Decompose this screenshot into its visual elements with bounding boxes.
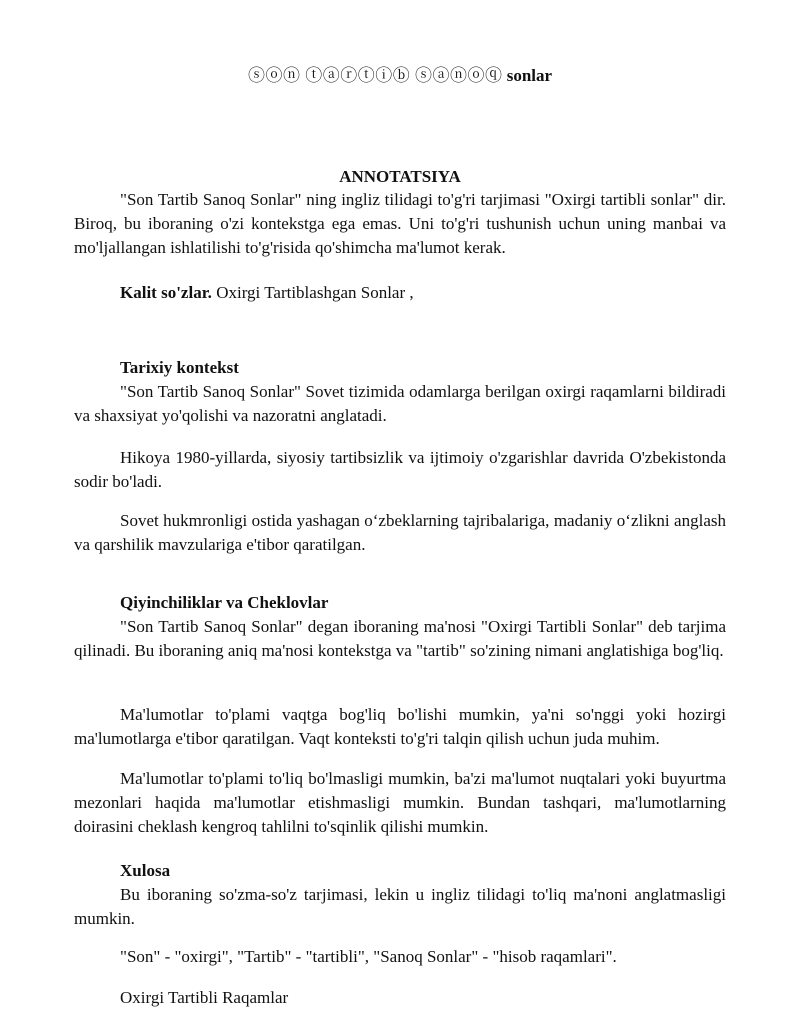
challenges-paragraph-3-block [74,767,726,839]
conclusion-paragraph-3: Oxirgi Tartibli Raqamlar [120,988,289,1007]
historical-paragraph-2: Hikoya 1980-yillarda, siyosiy tartibsizlik va ijtimoiy o'zgarishlar davrida O'zbekistonda sodir bo'ladi. [74,448,726,491]
historical-paragraph-3-block [74,509,726,557]
keywords-section [74,281,726,305]
challenges-heading: Qiyinchiliklar va Cheklovlar [120,593,329,612]
challenges-paragraph-2-block [74,703,726,751]
title-bold-text: sonlar [506,66,553,85]
conclusion-section [74,859,726,931]
conclusion-paragraph-2-block [74,945,726,969]
challenges-section [74,591,726,663]
document-title [0,66,800,86]
conclusion-paragraph-1: Bu iboraning so'zma-so'z tarjimasi, lekin u ingliz tilidagi to'liq ma'noni anglatmasligi mumkin. [74,885,726,928]
challenges-paragraph-3: Ma'lumotlar to'plami to'liq bo'lmasligi mumkin, ba'zi ma'lumot nuqtalari yoki buyurtma mezonlari haqida ma'lumotlar etishmasligi mumkin. Bundan tashqari, ma'lumotlarning doirasini cheklash kengroq tahlilni to'sqinlik qilishi mumkin. [74,769,726,836]
conclusion-heading: Xulosa [120,861,171,880]
challenges-paragraph-2: Ma'lumotlar to'plami vaqtga bog'liq bo'lishi mumkin, ya'ni so'nggi yoki hozirgi ma'lumotlarga e'tibor qaratilgan. Vaqt konteksti to'g'ri talqin qilish uchun juda muhim. [74,705,726,748]
historical-paragraph-1: "Son Tartib Sanoq Sonlar" Sovet tizimida odamlarga berilgan oxirgi raqamlarni bildiradi va shaxsiyat yo'qolishi va nazoratni anglatadi. [74,382,726,425]
conclusion-paragraph-3-block [74,986,726,1010]
keywords-line [74,281,726,305]
historical-heading: Tarixiy kontekst [120,358,239,377]
historical-section [74,356,726,428]
challenges-paragraph-1: "Son Tartib Sanoq Sonlar" degan iboraning ma'nosi "Oxirgi Tartibli Sonlar" deb tarjima qilinadi. Bu iboraning aniq ma'nosi kontekstga va "tartib" so'zining nimani anglatishiga bog'liq. [74,617,726,660]
title-circled-text: ⓢⓞⓝ ⓣⓐⓡⓣⓘⓑ ⓢⓐⓝⓞⓠ [247,66,503,85]
annotation-heading: ANNOTATSIYA [339,167,461,186]
historical-paragraph-2-block [74,446,726,494]
annotation-section [74,188,726,260]
keywords-text: Oxirgi Tartiblashgan Sonlar , [211,283,414,302]
annotation-text: "Son Tartib Sanoq Sonlar" ning ingliz tilidagi to'g'ri tarjimasi "Oxirgi tartibli sonlar" dir. Biroq, bu iboraning o'zi kontekstga ega emas. Uni to'g'ri tushunish uchun uning manbai va mo'ljallangan ishlatilishi to'g'risida qo'shimcha ma'lumot kerak. [74,190,726,257]
keywords-label: Kalit so'zlar. [120,283,212,302]
historical-paragraph-3: Sovet hukmronligi ostida yashagan oʻzbeklarning tajribalariga, madaniy oʻzlikni anglash va qarshilik mavzulariga e'tibor qaratilgan. [74,511,726,554]
conclusion-paragraph-2: "Son" - "oxirgi", "Tartib" - "tartibli", "Sanoq Sonlar" - "hisob raqamlari". [120,947,617,966]
